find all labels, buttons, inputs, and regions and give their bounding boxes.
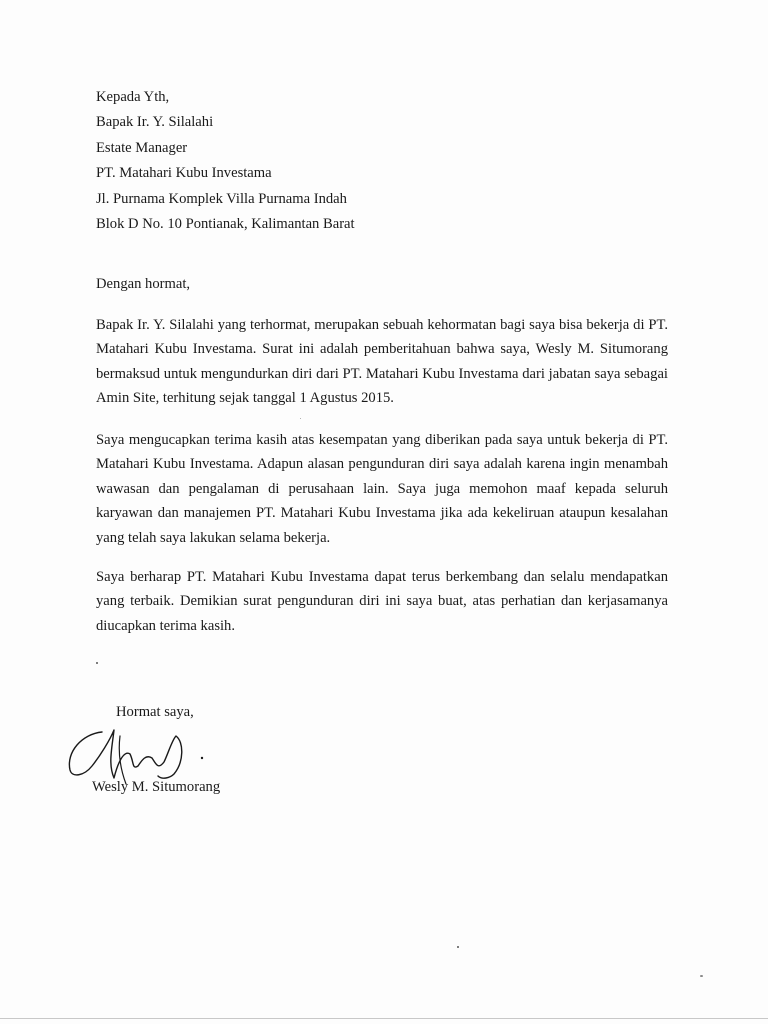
body-paragraph-3: Saya berharap PT. Matahari Kubu Investama dapat terus berkembang dan selalu mendapatkan yang terbaik. Demikian surat pengunduran diri ini saya buat, atas perhatian dan kerjasamanya diucapkan terima kasih. — [96, 569, 668, 634]
page-bottom-edge — [0, 1018, 768, 1019]
address-line: Jl. Purnama Komplek Villa Purnama Indah — [96, 190, 347, 207]
address-line: Bapak Ir. Y. Silalahi — [96, 114, 214, 131]
address-line: Estate Manager — [96, 139, 188, 156]
address-line: Kepada Yth, — [96, 89, 170, 105]
address-line: PT. Matahari Kubu Investama — [96, 165, 272, 182]
scan-speck — [96, 662, 98, 664]
salutation: Dengan hormat, — [96, 276, 191, 292]
body-paragraph-1: Bapak Ir. Y. Silalahi yang terhormat, merupakan sebuah kehormatan bagi saya bisa bekerja di PT. Matahari Kubu Investama. Surat ini adalah pemberitahuan bahwa saya, Wesly M. Situmorang bermaksud untuk mengundurkan diri dari PT. Matahari Kubu Investama dari jabatan saya sebagai Amin Site, terhitung sejak tanggal 1 Agustus 2015. — [96, 317, 668, 407]
scan-speck — [457, 946, 459, 948]
address-line: Blok D No. 10 Pontianak, Kalimantan Barat — [96, 216, 355, 233]
scan-speck — [700, 975, 703, 977]
closing-phrase: Hormat saya, — [116, 704, 194, 720]
scan-speck — [300, 418, 301, 419]
recipient-address-block — [96, 85, 355, 237]
signer-name: Wesly M. Situmorang — [92, 779, 221, 795]
body-paragraph-2: Saya mengucapkan terima kasih atas kesempatan yang diberikan pada saya untuk bekerja di PT. Matahari Kubu Investama. Adapun alasan pengunduran diri saya adalah karena ingin menambah wawasan dan pengalaman di perusahaan lain. Saya juga memohon maaf kepada seluruh karyawan dan manajemen PT. Matahari Kubu Investama jika ada kekeliruan ataupun kesalahan yang telah saya lakukan selama bekerja. — [96, 432, 668, 546]
